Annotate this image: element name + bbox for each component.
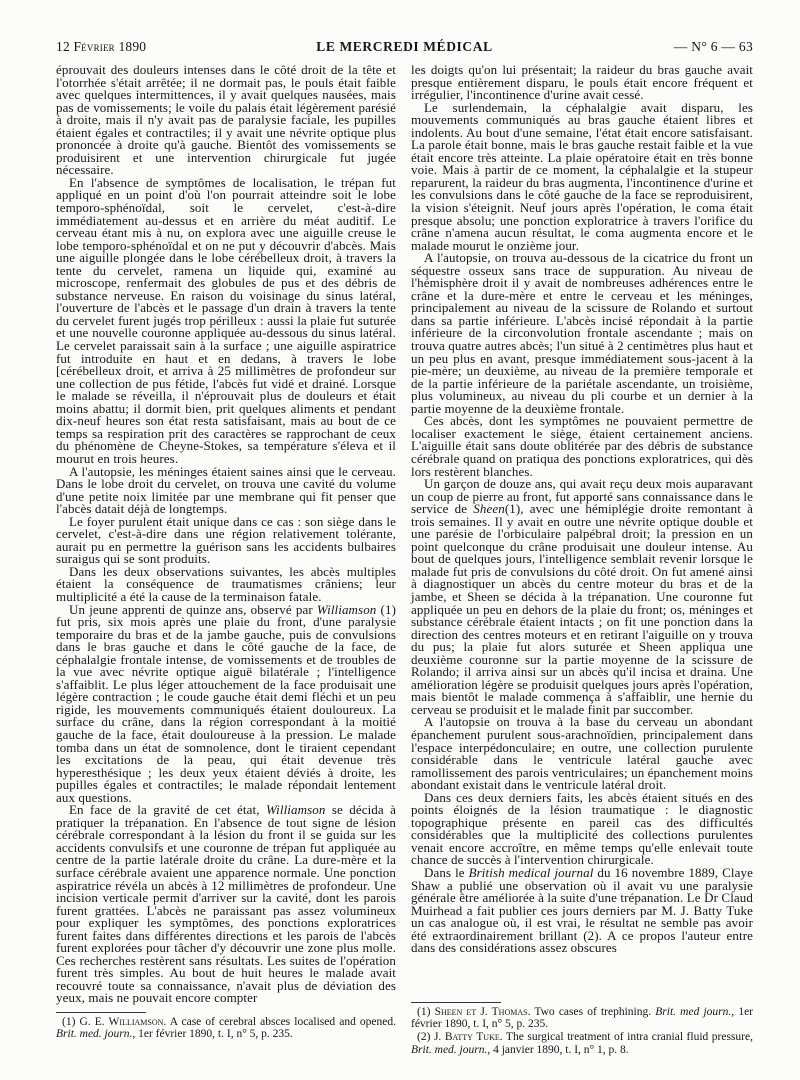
journal-title: LE MERCREDI MÉDICAL	[316, 39, 493, 54]
paragraph-text: (1), avec une hémiplégie droite remontant à trois semaines. Il y avait en outre une névrite optique double et une parésie de l'orbiculaire palpébral droit; la pression en un point quelconque du crâne produisait une douleur intense. Au bout de quelques jours, l'intelligence semblait revenir lorsque le malade fut pris de convulsions du côté droit. On fut amené ainsi à diagnostiquer un abcès du centre moteur du bras et de la jambe, et Sheen se décida à la trépanation. Une couronne fut appliquée un peu en dehors de la plaie du front; os, méninges et substance cérébrale étaient intacts ; on fit une ponction dans la direction des centres moteurs et en retirant l'aiguille on y trouva du pus; la plaie fut alors suturée et Sheen appliqua une deuxième couronne sur la partie moyenne de la scissure de Rolando; il arriva ainsi sur un abcès qu'il incisa et draina. Une amélioration légère se produisit quelques jours après l'opération, mais bientôt le malade commença à s'affaiblir, une hernie du cerveau se produisit et le malade finit par succomber.	[411, 501, 754, 717]
footnote-title: . The surgical treatment of intra cranial fluid pressure,	[499, 1031, 753, 1044]
paragraph	[56, 804, 396, 1005]
paragraph-text: En face de la gravité de cet état,	[69, 802, 266, 818]
paragraph	[411, 867, 753, 955]
left-column	[56, 64, 396, 1005]
author-name-italic: Williamson	[265, 802, 326, 818]
paragraph-text: En l'absence de symptômes de localisation, le trépan fut appliqué en un point d'où l'on pourrait atteindre soit le lobe temporo-sphénoïdal, soit le cervelet, c'est-à-dire immédiatement au-dessus et en arrière du méat auditif. Le cerveau étant mis à nu, on explora avec une aiguille creuse le lobe temporo-sphénoïdal et on ne put y découvrir d'abcès. Mais une aiguille plongée dans le lobe cérébelleux droit, à travers la tente du cervelet, ramena un liquide qui, examiné au microscope, renfermait des globules de pus et des débris de substance nerveuse. En raison du voisinage du sinus latéral, l'ouverture de l'abcès et le passage d'un drain à travers la tente du cervelet furent jugés trop périlleux : aussi la plaie fut suturée et une nouvelle couronne appliquée au-dessous du sinus latéral. Le cervelet paraissait sain à la surface ; une aiguille aspiratrice fut introduite en haut et en dedans, à travers le lobe [cérébelleux droit, et arriva à 25 millimètres de profondeur sur une collection de pus fétide, l'abcès fut vidé et drainé. Lorsque le malade se réveilla, il n'éprouvait plus de douleurs et était moins abattu; il dormit bien, prit quelques aliments et pendant dix-neuf heures son état resta satisfaisant, mais au bout de ce temps sa respiration prit des caractères se rapprochant de ceux du phénomène de Cheyne-Stokes, sa température s'éleva et il mourut en trois heures.	[56, 174, 396, 466]
issue-date: 12 Février 1890	[56, 39, 147, 54]
author-name-italic: Williamson	[316, 601, 377, 617]
issue-and-page-number: — N° 6 — 63	[673, 39, 753, 54]
footnote-number: (1)	[62, 1016, 80, 1028]
paragraph-text: Un jeune apprenti de quinze ans, observé par	[69, 601, 317, 617]
page-header	[56, 38, 753, 56]
journal-name-italic: British medical journal	[468, 865, 594, 880]
left-footnotes	[56, 1012, 396, 1041]
paragraph-text: du 16 novembre 1889, Claye Shaw a publié une observation où il avait vu une paralysie générale être améliorée à la suite d'une trépanation. Le Dr Claud Muirhead a fait publier ces jours derniers par M. J. Batty Tuke un cas analogue où, il est vrai, le résultat ne semble pas avoir été extraordinairement brillant (2). A ce propos l'auteur entre dans des considérations assez obscures	[411, 865, 753, 956]
paragraph	[56, 64, 396, 177]
paragraph-text: éprouvait des douleurs intenses dans le côté droit de la tête et l'otorrhée s'était arrêtée; il ne dormait pas, le pouls était faible avec quelques intermittences, il y avait quelques nausées, mais pas de vomissements; le voile du palais était légèrement parésié à droite, mais il n'y avait pas de paralysie faciale, les pupilles étaient égales et contractiles; il y avait une névrite optique plus prononcée à droite qu'à gauche. Bientôt des vomissements se produisirent et une intervention chirurgicale fut jugée nécessaire.	[56, 62, 396, 178]
paragraph-text: Le surlendemain, la céphalalgie avait disparu, les mouvements communiqués au bras gauche étaient libres et indolents. Au bout d'une semaine, l'état était encore satisfaisant. La parole était bonne, mais le bras gauche restait faible et la vue était encore très atteinte. La plaie opératoire était en très bonne voie. Mais à partir de ce moment, la céphalalgie et la stupeur reparurent, la raideur du bras augmenta, l'incontinence d'urine et les convulsions dans le côté gauche de la face se reproduisirent, la vision s'éteignit. Neuf jours après l'opération, le coma était presque absolu; une ponction exploratrice à travers l'orifice du crâne n'amena aucun résultat, le coma augmenta encore et le malade mourut le onzième jour.	[411, 99, 753, 253]
footnote	[411, 1006, 753, 1030]
footnote-divider	[411, 1002, 501, 1003]
paragraph-text: se décida à pratiquer la trépanation. En l'absence de tout signe de lésion cérébrale correspondant à la lésion du front il se guida sur les accidents convulsifs et une couronne de trépan fut appliquée au centre de la partie latérale droite du crâne. La dure-mère et la surface cérébrale avaient une apparence normale. Une ponction aspiratrice révéla un abcès à 12 millimètres de profondeur. Une incision verticale permit d'arriver sur la cavité, dont les parois furent grattées. L'abcès ne paraissant pas assez volumineux pour expliquer les symptômes, des ponctions exploratrices furent faites dans différentes directions et les parois de l'abcès furent explorées pour tâcher d'y découvrir une zone plus molle. Ces recherches restèrent sans résultats. Les suites de l'opération furent très simples. Au bout de huit heures le malade avait recouvré toute sa connaissance, n'avait plus de déviation des yeux, mais ne pouvait encore compter	[56, 802, 396, 1006]
footnote-journal: Brit. med. journ.	[56, 1028, 133, 1041]
paragraph	[411, 478, 753, 716]
paragraph-text: les doigts qu'on lui présentait; la raideur du bras gauche avait presque entièrement disparu, le pouls était encore fréquent et irrégulier, l'incontinence d'urine avait cessé.	[411, 62, 753, 103]
paragraph	[411, 716, 753, 791]
footnote-journal: Brit. med journ.	[655, 1006, 732, 1018]
paragraph-text: Le foyer purulent était unique dans ce cas : son siège dans le cervelet, c'est-à-dire dans une région relativement tolérante, aurait pu en permettre la guérison sans les accidents bulbaires suraigus qui se sont produits.	[56, 513, 396, 567]
paragraph-text: A l'autopsie, on trouva au-dessous de la cicatrice du front un séquestre osseux sans trace de suppuration. Au niveau de l'hémisphère droit il y avait de nombreuses adhérences entre le crâne et la dure-mère et entre le cerveau et les méninges, principalement au niveau de la scissure de Rolando et surtout dans sa partie inférieure. L'abcès incisé répondait à la partie inférieure de la circonvolution frontale ascendante ; mais on trouva quatre autres abcès; l'un situé à 2 centimètres plus haut et un peu plus en avant, presque immédiatement sous-jacent à la pie-mère; un deuxième, au niveau de la première temporale et de la partie inférieure de la pariétale ascendante, un troisième, plus volumineux, au niveau du pli courbe et un dernier à la partie moyenne de la deuxième frontale.	[411, 250, 753, 416]
footnote-title: . Two cases of trephining.	[527, 1006, 656, 1018]
paragraph	[411, 415, 753, 478]
footnote-details: , 1er février 1890, t. I, n° 5, p. 235.	[411, 1006, 754, 1031]
paragraph-text: A l'autopsie, les méninges étaient saines ainsi que le cerveau. Dans le lobe droit du cervelet, on trouva une cavité du volume d'une petite noix limitée par une membrane qui fit penser que l'abcès datait déjà de longtemps.	[56, 463, 396, 517]
footnote	[411, 1031, 753, 1055]
footnote-author: J. Batty Tuke	[433, 1031, 500, 1044]
footnote-author: Sheen et J. Thomas	[434, 1006, 528, 1018]
footnote-author: G. E. Williamson	[79, 1016, 164, 1028]
paragraph	[56, 513, 396, 567]
right-column	[411, 64, 753, 955]
paragraph-text: Dans le	[424, 865, 469, 880]
paragraph-text: (1) fut pris, six mois après une plaie du front, d'une paralysie temporaire du bras et de la jambe gauche, puis de convulsions dans le bras gauche et dans le côté gauche de la face, de céphalalgie frontale intense, de vomissements et de troubles de la vue avec névrite optique aiguë bilatérale ; l'intelligence s'affaiblit. Le plus léger attouchement de la face produisait une légère contraction ; le coude gauche était demi fléchi et un peu rigide, les mouvements communiqués étaient douloureux. La surface du crâne, dans la région correspondant à la moitié gauche de la face, était douloureuse à la pression. Le malade tomba dans un état de somnolence, dont le tiraient cependant les excitations de la peau, qui était devenue très hyperesthésique ; les deux yeux étaient déviés à droite, les pupilles égales et contractiles; le malade répondait lentement aux questions.	[56, 601, 396, 805]
paragraph	[56, 174, 396, 466]
paragraph	[56, 563, 396, 604]
right-footnotes	[411, 1002, 753, 1057]
paragraph-text: Dans ces deux derniers faits, les abcès étaient situés en des points éloignés de la lésion traumatique : le diagnostic topographique présente en pareil cas des difficultés considérables que la multiplicité des collections purulentes venait encore accroître, en même temps qu'elle enlevait toute chance de succès à l'intervention chirurgicale.	[411, 789, 753, 868]
paragraph	[56, 601, 396, 805]
paragraph-text: Dans les deux observations suivantes, les abcès multiples étaient la conséquence de traumatismes crâniens; leur multiplicité a été la cause de la terminaison fatale.	[56, 563, 396, 604]
footnote-title: . A case of cerebral absces localised and opened.	[163, 1016, 396, 1028]
paragraph	[411, 789, 753, 868]
paragraph	[56, 463, 396, 517]
paragraph-text: A l'autopsie on trouva à la base du cerveau un abondant épanchement purulent sous-arachnoïdien, principalement dans l'espace interpédonculaire; en outre, une collection purulente considérable dans le ventricule latéral gauche avec ramollissement des parois ventriculaires; un épanchement moins abondant existait dans le ventricule latéral droit.	[411, 714, 753, 793]
paragraph	[411, 99, 753, 253]
footnote-journal: Brit. med. journ.	[411, 1043, 488, 1056]
footnote-number: (1)	[417, 1006, 435, 1018]
footnote-details: , 1er février 1890, t. I, n° 5, p. 235.	[132, 1028, 293, 1041]
paragraph-text: Un garçon de douze ans, qui avait reçu deux mois auparavant un coup de pierre au front, fut apporté sans connaissance dans le service de	[411, 476, 753, 517]
footnote-number: (2)	[417, 1031, 434, 1044]
paragraph-text: Ces abcès, dont les symptômes ne pouvaient permettre de localiser exactement le siège, étaient certainement anciens. L'aiguille était sans doute oblitérée par des débris de substance cérébrale quand on pratiqua des ponctions exploratrices, qui dès lors restèrent blanches.	[411, 413, 753, 479]
paragraph	[411, 64, 753, 102]
footnote-divider	[56, 1012, 146, 1013]
paragraph	[411, 252, 753, 415]
footnote-details: , 4 janvier 1890, t. I, n° 1, p. 8.	[487, 1043, 629, 1056]
author-name-italic: Sheen	[473, 501, 505, 517]
footnote	[56, 1016, 396, 1040]
